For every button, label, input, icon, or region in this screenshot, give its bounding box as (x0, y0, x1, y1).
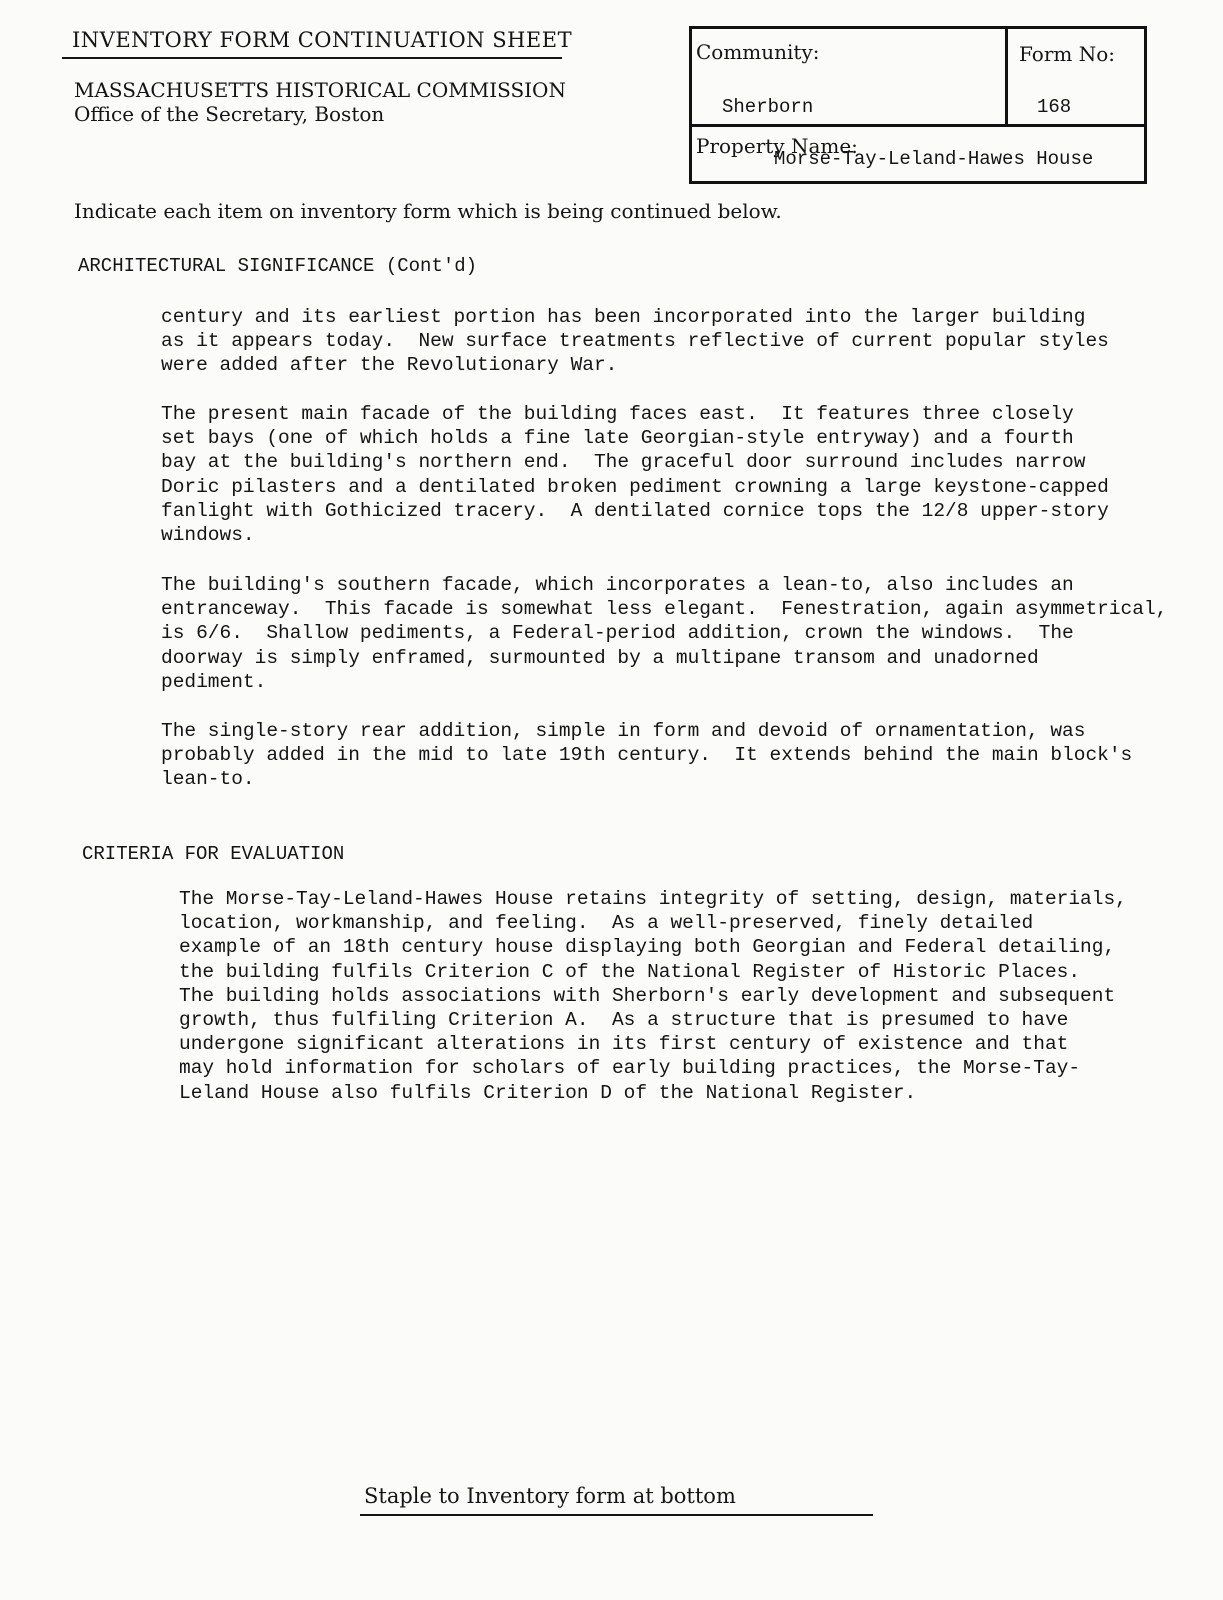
architectural-paragraph: century and its earliest portion has been incorporated into the larger building as it appears today. New surface treatments reflective of current popular styles were added after the Revolutionary War. (161, 306, 1109, 377)
form-number-value: 168 (1037, 96, 1072, 118)
form-number-label: Form No: (1019, 42, 1115, 66)
community-value: Sherborn (722, 96, 814, 118)
agency-office: Office of the Secretary, Boston (74, 102, 385, 126)
staple-note-underline (360, 1514, 873, 1516)
section-heading-architectural: ARCHITECTURAL SIGNIFICANCE (Cont'd) (78, 255, 478, 277)
property-name-value: Morse-Tay-Leland-Hawes House (774, 148, 1094, 170)
section-heading-criteria: CRITERIA FOR EVALUATION (82, 843, 345, 865)
criteria-paragraph: The Morse-Tay-Leland-Hawes House retains integrity of setting, design, materials, location, workmanship, and feeling. As a well-preserved, finely detailed example of an 18th century house displaying both Georgian and Federal detailing, the building fulfils Criterion C of the National Register of Historic Places. The building holds associations with Sherborn's early development and subsequent growth, thus fulfiling Criterion A. As a structure that is presumed to have undergone significant alterations in its first century of existence and that may hold information for scholars of early building practices, the Morse-Tay- Leland House also fulfils Criterion D of the National Register. (179, 888, 1127, 1104)
community-label: Community: (696, 40, 820, 64)
property-name-label: Property Name: (696, 134, 858, 158)
architectural-paragraph: The building's southern facade, which incorporates a lean-to, also includes an entranceway. This facade is somewhat less elegant. Fenestration, again asymmetrical, is 6/6. Shallow pediments, a Federal-period addition, crown the windows. The doorway is simply enframed, surmounted by a multipane transom and unadorned pediment. (161, 574, 1168, 693)
title-underline (62, 57, 562, 59)
info-box-vertical-divider (1005, 26, 1008, 126)
architectural-paragraph: The present main facade of the building faces east. It features three closely set bays (one of which holds a fine late Georgian-style entryway) and a fourth bay at the building's northern end. The graceful door surround includes narrow Doric pilasters and a dentilated broken pediment crowning a large keystone-capped fanlight with Gothicized tracery. A dentilated cornice tops the 12/8 upper-story windows. (161, 403, 1109, 547)
instruction-text: Indicate each item on inventory form which is being continued below. (74, 199, 782, 223)
agency-name: MASSACHUSETTS HISTORICAL COMMISSION (74, 78, 566, 102)
form-title: INVENTORY FORM CONTINUATION SHEET (72, 28, 573, 52)
staple-note: Staple to Inventory form at bottom (364, 1484, 736, 1508)
info-box-horizontal-divider (689, 124, 1147, 127)
architectural-paragraph: The single-story rear addition, simple in form and devoid of ornamentation, was probably added in the mid to late 19th century. It extends behind the main block's lean-to. (161, 720, 1133, 791)
